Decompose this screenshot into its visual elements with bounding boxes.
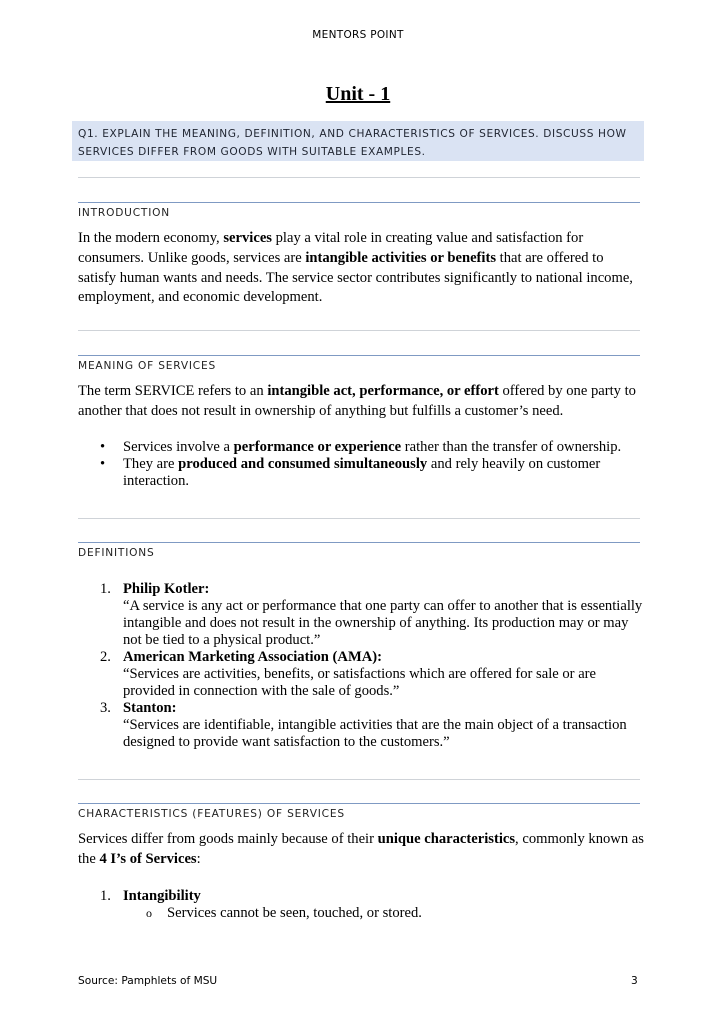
list-item: 3. Stanton: “Services are identifiable, intangible activities that are the main object of a transaction designed to provide want satisfaction to the customers.” bbox=[78, 700, 644, 751]
section-heading-definitions: DEFINITIONS bbox=[78, 547, 155, 559]
definition-author: Stanton: bbox=[123, 700, 177, 716]
unit-title: Unit - 1 bbox=[325, 83, 391, 105]
definitions-list bbox=[78, 581, 644, 751]
list-item: 1. Philip Kotler: “A service is any act or performance that one party can offer to another that is essentially intangible and does not result in the ownership of anything. Its production may or may not be tied to a physical product.” bbox=[100, 581, 643, 648]
definition-author: Philip Kotler: bbox=[123, 581, 210, 597]
divider bbox=[78, 330, 640, 331]
meaning-paragraph: The term SERVICE refers to an intangible act, performance, or effort offered by one party to another that does not result in ownership of anything but fulfills a customer’s need. bbox=[78, 383, 636, 419]
list-item: • Services involve a performance or experience rather than the transfer of ownership. bbox=[78, 439, 644, 456]
definition-author: American Marketing Association (AMA): bbox=[123, 649, 382, 665]
intro-paragraph: In the modern economy, services play a vital role in creating value and satisfaction for consumers. Unlike goods, services are intangible activities or benefits that are offered to satisfy human wants and needs. The service sector contributes significantly to national income, employment, and economic development. bbox=[78, 230, 633, 306]
characteristic-subpoint: o Services cannot be seen, touched, or stored. bbox=[78, 905, 716, 922]
definition-quote: “A service is any act or performance that one party can offer to another that is essentially intangible and does not result in the ownership of anything. Its production may or may not be tied to a physical product.” bbox=[123, 598, 643, 648]
section-heading-characteristics: CHARACTERISTICS (FEATURES) OF SERVICES bbox=[78, 808, 345, 820]
section-rule bbox=[78, 542, 640, 543]
page-header: MENTORS POINT bbox=[312, 29, 404, 41]
page-number: 3 bbox=[631, 975, 638, 987]
section-heading-meaning: MEANING OF SERVICES bbox=[78, 360, 217, 372]
divider bbox=[78, 518, 640, 519]
section-heading-introduction: INTRODUCTION bbox=[78, 207, 170, 219]
characteristic-name: Intangibility bbox=[123, 888, 201, 904]
meaning-bullet-list bbox=[78, 439, 644, 490]
list-item: 1. Intangibility bbox=[100, 888, 201, 904]
question-box: Q1. EXPLAIN THE MEANING, DEFINITION, AND CHARACTERISTICS OF SERVICES. DISCUSS HOW SERVICES DIFFER FROM GOODS WITH SUITABLE EXAMPLES. bbox=[72, 121, 644, 161]
section-rule bbox=[78, 803, 640, 804]
divider bbox=[78, 779, 640, 780]
characteristics-paragraph: Services differ from goods mainly because of their unique characteristics, commonly known as the 4 I’s of Services: bbox=[78, 831, 644, 867]
list-item: • They are produced and consumed simultaneously and rely heavily on customer interaction. bbox=[78, 456, 644, 490]
section-rule bbox=[78, 202, 640, 203]
divider bbox=[78, 177, 640, 178]
characteristics-list bbox=[78, 888, 644, 905]
section-rule bbox=[78, 355, 640, 356]
definition-quote: “Services are activities, benefits, or satisfactions which are offered for sale or are provided in connection with the sale of goods.” bbox=[123, 666, 597, 699]
footer-source: Source: Pamphlets of MSU bbox=[78, 975, 218, 987]
definition-quote: “Services are identifiable, intangible activities that are the main object of a transaction designed to provide want satisfaction to the customers.” bbox=[123, 717, 627, 750]
list-item: 2. American Marketing Association (AMA): “Services are activities, benefits, or satisfactions which are offered for sale or are provided in connection with the sale of goods.” bbox=[78, 649, 644, 700]
